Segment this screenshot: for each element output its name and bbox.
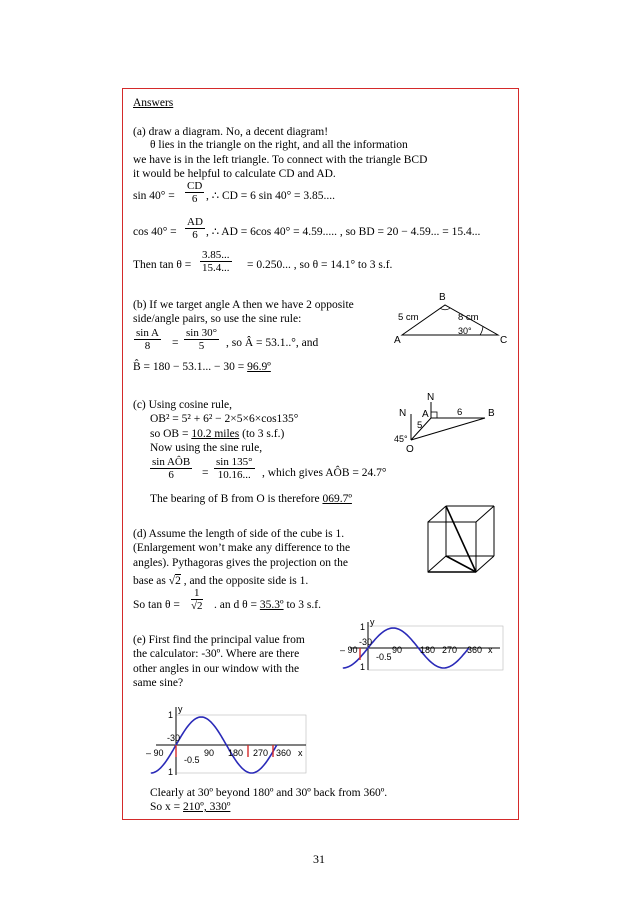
part-d-line2: (Enlargement won’t make any difference to the <box>133 542 351 554</box>
page-number: 31 <box>313 852 325 866</box>
cube-edge <box>428 506 446 522</box>
tan-d-radicand: 2 <box>197 600 203 612</box>
graph1-m30-label: -30 <box>359 637 373 647</box>
conclusion-prefix: So x = <box>150 801 184 813</box>
angle-b-working <box>133 360 271 374</box>
graph1-x270-label: 270 <box>442 645 458 655</box>
tan-fraction <box>200 249 232 274</box>
sin135-num: sin 135° <box>216 456 253 468</box>
part-e-line2: the calculator: -30º. Where are there <box>133 648 300 660</box>
tan-d-den: √2 <box>191 600 203 612</box>
part-a-line2: θ lies in the triangle on the right, and all the information <box>150 139 408 151</box>
cube-diagram <box>420 500 500 580</box>
bearing-answer: 069.7º <box>322 493 352 505</box>
theta-d-answer: 35.3º <box>259 599 284 611</box>
vertex-a-label: A <box>394 335 401 346</box>
bearing-result <box>150 492 352 506</box>
aob-result: , which gives AÔB = 24.7° <box>262 467 387 479</box>
graph2-xneg-label: – 90 <box>146 748 164 758</box>
part-b-line2: side/angle pairs, so use the sine rule: <box>133 313 302 325</box>
angle-c-arc <box>480 326 483 335</box>
cube-hidden-edge <box>428 556 446 572</box>
tan-num: 3.85... <box>202 249 230 261</box>
side-5cm-label: 5 cm <box>398 312 419 323</box>
theta-d-result <box>214 598 321 612</box>
part-e-line4: same sine? <box>133 677 184 689</box>
cos40-num: AD <box>187 216 203 228</box>
north-o-label: N <box>399 408 407 419</box>
angle-45-label: 45° <box>394 434 408 444</box>
tan-den: 15.4... <box>202 262 230 274</box>
bearing-diagram <box>385 390 510 458</box>
cube-edge <box>476 556 494 572</box>
north-a-label: N <box>427 392 435 403</box>
tan-rhs: = 0.250... , so θ = 14.1° to 3 s.f. <box>247 259 393 271</box>
graph1-ytop-label: 1 <box>360 622 366 632</box>
sin40-lhs: sin 40° = <box>133 190 175 202</box>
graph2-x90-label: 90 <box>204 748 215 758</box>
tan-lhs: Then tan θ = <box>133 259 192 271</box>
part-d-line3: angles). Pythagoras gives the projection on the <box>133 557 348 569</box>
graph1-xneg-label: – 90 <box>340 645 358 655</box>
sineA-fraction <box>134 327 161 352</box>
tan-d-fraction <box>191 587 203 612</box>
graph1-x180-label: 180 <box>420 645 436 655</box>
sine30-den: 5 <box>198 340 205 352</box>
sin-aob-den: 6 <box>168 469 174 481</box>
sqrt-radicand: 2 <box>175 575 181 587</box>
theta-d-prefix: . an d θ = <box>214 599 260 611</box>
side-5-label: 5 <box>417 420 423 431</box>
graph2-x-label: x <box>298 748 303 758</box>
part-d-line4 <box>133 574 308 588</box>
sineA-den: 8 <box>144 340 151 352</box>
theta-d-suffix: to 3 s.f. <box>283 599 321 611</box>
angle-30-label: 30° <box>458 326 472 336</box>
base-prefix: base as <box>133 575 169 587</box>
graph1-m05-label: -0.5 <box>376 652 392 662</box>
part-c-line1: (c) Using cosine rule, <box>133 399 232 411</box>
right-angle-marker <box>431 412 437 418</box>
cube-diagonal <box>446 506 476 572</box>
sine-rule-c-equals: = <box>202 467 209 479</box>
part-e-line3: other angles in our window with the <box>133 663 300 675</box>
tan-d-lhs: So tan θ = <box>133 599 180 611</box>
graph2-m30-label: -30 <box>167 733 181 743</box>
point-a-label: A <box>422 409 429 420</box>
vertex-c-label: C <box>500 335 508 346</box>
answers-heading: Answers <box>133 97 174 109</box>
part-b-line1: (b) If we target angle A then we have 2 opposite <box>133 299 354 311</box>
graph2-ytop-label: 1 <box>168 710 174 720</box>
cos40-rhs: , ∴ AD = 6cos 40° = 4.59..... , so BD = 20 − 4.59... = 15.4... <box>206 226 481 238</box>
sine-rule-equals: = <box>172 337 179 349</box>
graph1-x360-label: 360 <box>467 645 483 655</box>
part-d-line1: (d) Assume the length of side of the cube is 1. <box>133 528 345 540</box>
angle-b-expression: B̂ = 180 − 53.1... − 30 = <box>133 361 248 373</box>
graph1-x-label: x <box>488 645 493 655</box>
part-a-line3: we have is in the left triangle. To connect with the triangle BCD <box>133 154 428 166</box>
sin40-den: 6 <box>191 193 198 205</box>
sin40-rhs: , ∴ CD = 6 sin 40° = 3.85.... <box>206 190 336 202</box>
bearing-prefix: The bearing of B from O is therefore <box>150 493 323 505</box>
tan-d-num: 1 <box>191 587 203 600</box>
point-o-label: O <box>406 444 414 455</box>
graph2-ybot-label: 1 <box>168 767 174 777</box>
part-a-line1: (a) draw a diagram. No, a decent diagram! <box>133 126 329 138</box>
point-b-label: B <box>488 408 495 419</box>
sin-aob-fraction <box>150 456 192 481</box>
angle-b-arc <box>440 308 450 310</box>
ob-result <box>150 427 284 441</box>
ob-prefix: so OB = <box>150 428 192 440</box>
cos40-lhs: cos 40° = <box>133 226 177 238</box>
cosine-rule-equation: OB² = 5² + 6² − 2×5×6×cos135° <box>150 413 299 425</box>
sin40-fraction <box>185 180 204 205</box>
sineA-num: sin A <box>136 327 159 339</box>
conclusion-line2 <box>150 800 230 814</box>
base-suffix: , and the opposite side is 1. <box>180 575 309 587</box>
sine30-fraction <box>184 327 219 352</box>
sine-graph-2 <box>146 703 316 777</box>
conclusion-answer: 210º, 330º <box>183 801 231 813</box>
ob-suffix: (to 3 s.f.) <box>239 428 285 440</box>
graph1-ybot-label: 1 <box>360 662 366 672</box>
part-e-line1: (e) First find the principal value from <box>133 634 305 646</box>
sine-graph-1 <box>340 620 510 672</box>
conclusion-line1: Clearly at 30º beyond 180º and 30º back from 360º. <box>150 787 388 799</box>
sin135-den: 10.16... <box>217 469 251 481</box>
angle-a-result: , so Â = 53.1..°, and <box>226 337 319 349</box>
cos40-fraction <box>185 216 205 241</box>
sqrt-symbol: √ <box>168 575 176 587</box>
part-a-line4: it would be helpful to calculate CD and AD. <box>133 168 336 180</box>
graph2-y-label: y <box>178 704 183 714</box>
graph2-m05-label: -0.5 <box>184 755 200 765</box>
cube-front-face <box>428 522 476 572</box>
graph2-x360-label: 360 <box>276 748 292 758</box>
part-c-line4: Now using the sine rule, <box>150 442 263 454</box>
graph2-x180-label: 180 <box>228 748 244 758</box>
sin40-num: CD <box>187 180 203 192</box>
vertex-b-label: B <box>439 292 446 303</box>
ob-answer: 10.2 miles <box>191 428 240 440</box>
sin135-fraction <box>214 456 255 481</box>
sine30-num: sin 30° <box>186 327 217 339</box>
graph1-y-label: y <box>370 620 375 627</box>
graph2-x270-label: 270 <box>253 748 269 758</box>
triangle-abc-diagram <box>390 288 515 348</box>
side-6-label: 6 <box>457 407 463 418</box>
angle-b-answer: 96.9º <box>247 361 271 373</box>
side-8cm-label: 8 cm <box>458 312 479 323</box>
cube-edge <box>476 506 494 522</box>
graph1-x90-label: 90 <box>392 645 403 655</box>
cos40-den: 6 <box>192 229 198 241</box>
sin-aob-num: sin AÔB <box>152 456 191 468</box>
